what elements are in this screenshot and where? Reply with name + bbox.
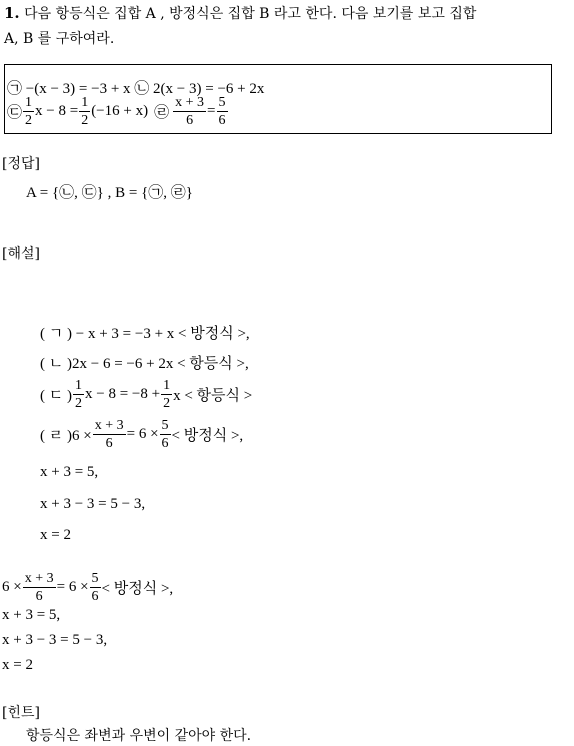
explanation-main-2: x + 3 = 5, xyxy=(2,607,61,623)
frac-den: 6 xyxy=(186,113,194,128)
hint-content: 항등식은 좌변과 우변이 같아야 한다. xyxy=(26,728,252,744)
explanation-line-4 xyxy=(40,418,243,451)
explanation-main-4: x = 2 xyxy=(2,657,33,673)
choice-label-d: ㉣ xyxy=(154,105,170,121)
frac-num: 5 xyxy=(91,571,99,586)
fraction xyxy=(160,418,171,451)
explanation-line-7: x = 2 xyxy=(40,527,71,543)
frac-num: 1 xyxy=(74,378,82,393)
hint-heading: [힌트] xyxy=(2,705,40,721)
equation-part: = 6 × xyxy=(56,579,89,595)
fraction xyxy=(90,571,101,604)
frac-den: 6 xyxy=(35,589,43,604)
fraction xyxy=(93,418,126,451)
frac-den: 2 xyxy=(74,396,82,411)
equation-part: < 방정식 >, xyxy=(171,428,244,444)
frac-den: 2 xyxy=(163,396,171,411)
explanation-main-1 xyxy=(2,571,173,604)
frac-num: 1 xyxy=(163,378,171,393)
equation-part: 6 × xyxy=(2,579,22,595)
fraction xyxy=(161,378,172,411)
equation-part: (−16 + x) xyxy=(91,103,149,119)
explanation-line-6: x + 3 − 3 = 5 − 3, xyxy=(40,496,146,512)
frac-num: x + 3 xyxy=(175,95,205,110)
equation-part: x < 항등식 > xyxy=(173,388,253,404)
problem-number: 1. xyxy=(4,4,20,22)
equation-part: ( ㄹ )6 × xyxy=(40,428,92,444)
equation-part: = xyxy=(207,103,216,119)
equation-part: x − 8 = xyxy=(35,103,79,119)
equation-part: = 6 × xyxy=(126,426,159,442)
explanation-main-3: x + 3 − 3 = 5 − 3, xyxy=(2,632,108,648)
explanation-heading: [해설] xyxy=(2,246,40,262)
answer-heading: [정답] xyxy=(2,156,40,172)
fraction xyxy=(23,95,34,128)
frac-num: x + 3 xyxy=(24,571,54,586)
fraction xyxy=(23,571,56,604)
frac-num: x + 3 xyxy=(94,418,124,433)
explanation-line-1: ( ㄱ ) − x + 3 = −3 + x < 방정식 >, xyxy=(40,326,250,342)
frac-num: 5 xyxy=(161,418,169,433)
equation-part: x − 8 = −8 + xyxy=(84,386,161,402)
problem-text-1: 다음 항등식은 집합 A , 방정식은 집합 B 라고 한다. 다음 보기를 보고 집합 xyxy=(24,6,477,22)
fraction xyxy=(217,95,228,128)
choices-row-2 xyxy=(7,95,229,128)
problem-line-1 xyxy=(4,4,476,23)
fraction xyxy=(79,95,90,128)
equation-part: ( ㄷ ) xyxy=(40,388,72,404)
frac-den: 2 xyxy=(81,113,89,128)
explanation-line-2: ( ㄴ )2x − 6 = −6 + 2x < 항등식 >, xyxy=(40,356,249,372)
frac-den: 6 xyxy=(91,589,99,604)
frac-den: 6 xyxy=(161,436,169,451)
answer-content: A = {㉡, ㉢} , B = {㉠, ㉣} xyxy=(26,185,193,201)
choice-label-c: ㉢ xyxy=(7,105,23,121)
fraction xyxy=(73,378,84,411)
equation-part: < 방정식 >, xyxy=(101,581,174,597)
explanation-line-5: x + 3 = 5, xyxy=(40,464,99,480)
frac-num: 1 xyxy=(25,95,33,110)
frac-den: 6 xyxy=(218,113,226,128)
fraction xyxy=(173,95,206,128)
problem-line-2: A, B 를 구하여라. xyxy=(4,31,115,47)
frac-den: 2 xyxy=(25,113,33,128)
explanation-line-3 xyxy=(40,378,252,411)
choices-box xyxy=(4,64,552,134)
choices-row-1: ㉠ −(x − 3) = −3 + x ㉡ 2(x − 3) = −6 + 2x xyxy=(7,81,265,97)
frac-num: 1 xyxy=(81,95,89,110)
frac-num: 5 xyxy=(218,95,226,110)
frac-den: 6 xyxy=(105,436,113,451)
